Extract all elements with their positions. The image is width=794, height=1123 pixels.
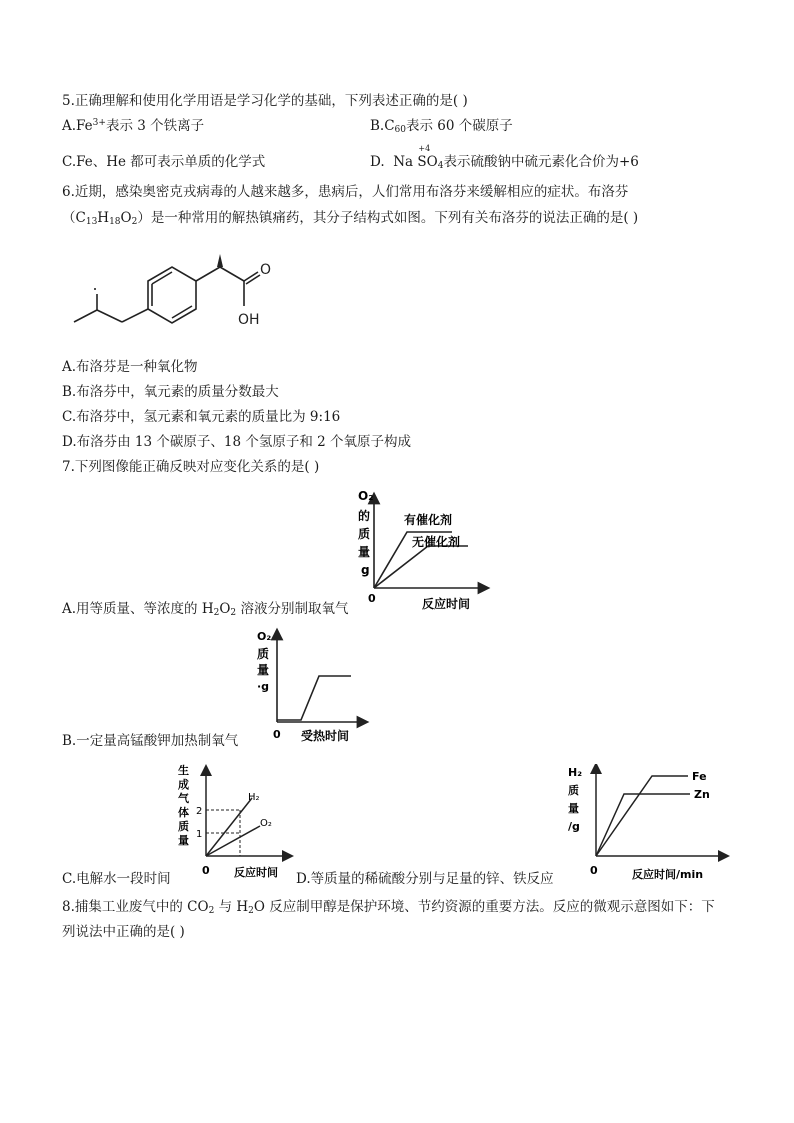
svg-text:0: 0 (273, 728, 281, 741)
svg-text:质: 质 (568, 784, 579, 797)
q8-stem-line1: 8.捕集工业废气中的 $CO_2$ 与 $H_2O$ 反应制甲醇是保护环境、节约资源的重要方法。反应的微观示意图如下：下 (62, 899, 715, 916)
q7-stem: 7.下列图像能正确反映对应变化关系的是( ) (62, 459, 320, 475)
svg-text:质: 质 (257, 647, 270, 661)
svg-text:·g: ·g (257, 680, 270, 693)
curve-label-fe: Fe (692, 770, 707, 783)
svg-text:0: 0 (590, 864, 598, 877)
ibuprofen-structure (66, 248, 286, 338)
curve-label-o2: O₂ (260, 818, 272, 829)
svg-text:H₂: H₂ (568, 766, 583, 779)
svg-text:量: 量 (568, 802, 579, 815)
q6-option-c[interactable]: C.布洛芬中，氢元素和氧元素的质量比为 9:16 (62, 409, 341, 425)
q5-option-d[interactable]: D. Na +4 $SO_4$表示硫酸钠中硫元素化合价为+6 (370, 144, 639, 171)
q8-stem-line2: 列说法中正确的是( ) (62, 924, 185, 940)
graph-c-electrolysis (174, 764, 294, 884)
graph-a-catalyst (352, 484, 494, 612)
curve-label-with-catalyst: 有催化剂 (404, 513, 453, 527)
q5-stem: 5.正确理解和使用化学用语是学习化学的基础，下列表述正确的是( ) (62, 93, 468, 109)
svg-text:量: 量 (178, 834, 189, 847)
svg-text:反应时间/min: 反应时间/min (632, 868, 704, 881)
q7-option-d[interactable]: D.等质量的稀硫酸分别与足量的锌、铁反应 (296, 871, 554, 887)
svg-text:受热时间: 受热时间 (301, 729, 350, 743)
svg-text:2: 2 (196, 806, 203, 817)
q7-option-a[interactable]: A.用等质量、等浓度的 $H_2O_2$ 溶液分别制取氧气 (62, 601, 349, 618)
q7-option-b[interactable]: B.一定量高锰酸钾加热制氧气 (62, 733, 239, 749)
q6-option-a[interactable]: A.布洛芬是一种氧化物 (62, 359, 198, 375)
svg-text:质: 质 (178, 820, 189, 833)
graph-b-heating (245, 626, 370, 746)
svg-text:的: 的 (358, 509, 371, 523)
q5-option-b[interactable]: $B.C_{60}$表示 60 个碳原子 (370, 118, 513, 135)
svg-text:O: O (260, 262, 272, 278)
svg-text:g: g (361, 563, 370, 577)
curve-label-without-catalyst: 无催化剂 (412, 535, 461, 549)
curve-label-zn: Zn (694, 788, 710, 801)
q7-option-c[interactable]: C.电解水一段时间 (62, 871, 171, 887)
q6-option-b[interactable]: B.布洛芬中，氧元素的质量分数最大 (62, 384, 279, 400)
q6-stem-line1: 6.近期，感染奥密克戎病毒的人越来越多，患病后，人们常用布洛芬来缓解相应的症状。布洛芬 (62, 184, 629, 200)
svg-text:0: 0 (202, 864, 210, 877)
svg-text:反应时间: 反应时间 (234, 866, 278, 879)
curve-label-h2: H₂ (248, 792, 260, 803)
q5-option-a[interactable]: $A.Fe^{3+}$表示 3 个铁离子 (62, 118, 205, 134)
svg-text:O₂: O₂ (257, 630, 272, 643)
oh-label: OH (238, 312, 260, 328)
svg-text:/g: /g (568, 820, 580, 833)
svg-text:量: 量 (257, 663, 270, 677)
svg-text:成: 成 (178, 778, 189, 791)
svg-text:质: 质 (358, 527, 371, 541)
charge-mark: +4 (418, 144, 431, 153)
svg-text:生: 生 (178, 764, 189, 777)
svg-text:0: 0 (368, 592, 376, 605)
q6-option-d[interactable]: D.布洛芬由 13 个碳原子、18 个氢原子和 2 个氧原子构成 (62, 434, 412, 450)
svg-text:O₂: O₂ (358, 489, 374, 503)
svg-text:气: 气 (178, 792, 189, 805)
svg-text:体: 体 (178, 806, 189, 819)
svg-text:量: 量 (358, 545, 371, 559)
q5-option-c[interactable]: C.Fe、He 都可表示单质的化学式 (62, 154, 266, 170)
graph-d-acid-metal (566, 764, 732, 888)
svg-text:1: 1 (196, 829, 203, 840)
q6-stem-line2: $(C_{13}H_{18}O_2)$是一种常用的解热镇痛药，其分子结构式如图。下列有关布洛芬的说法正确的是( ) (62, 210, 639, 227)
svg-text:反应时间: 反应时间 (422, 597, 471, 611)
